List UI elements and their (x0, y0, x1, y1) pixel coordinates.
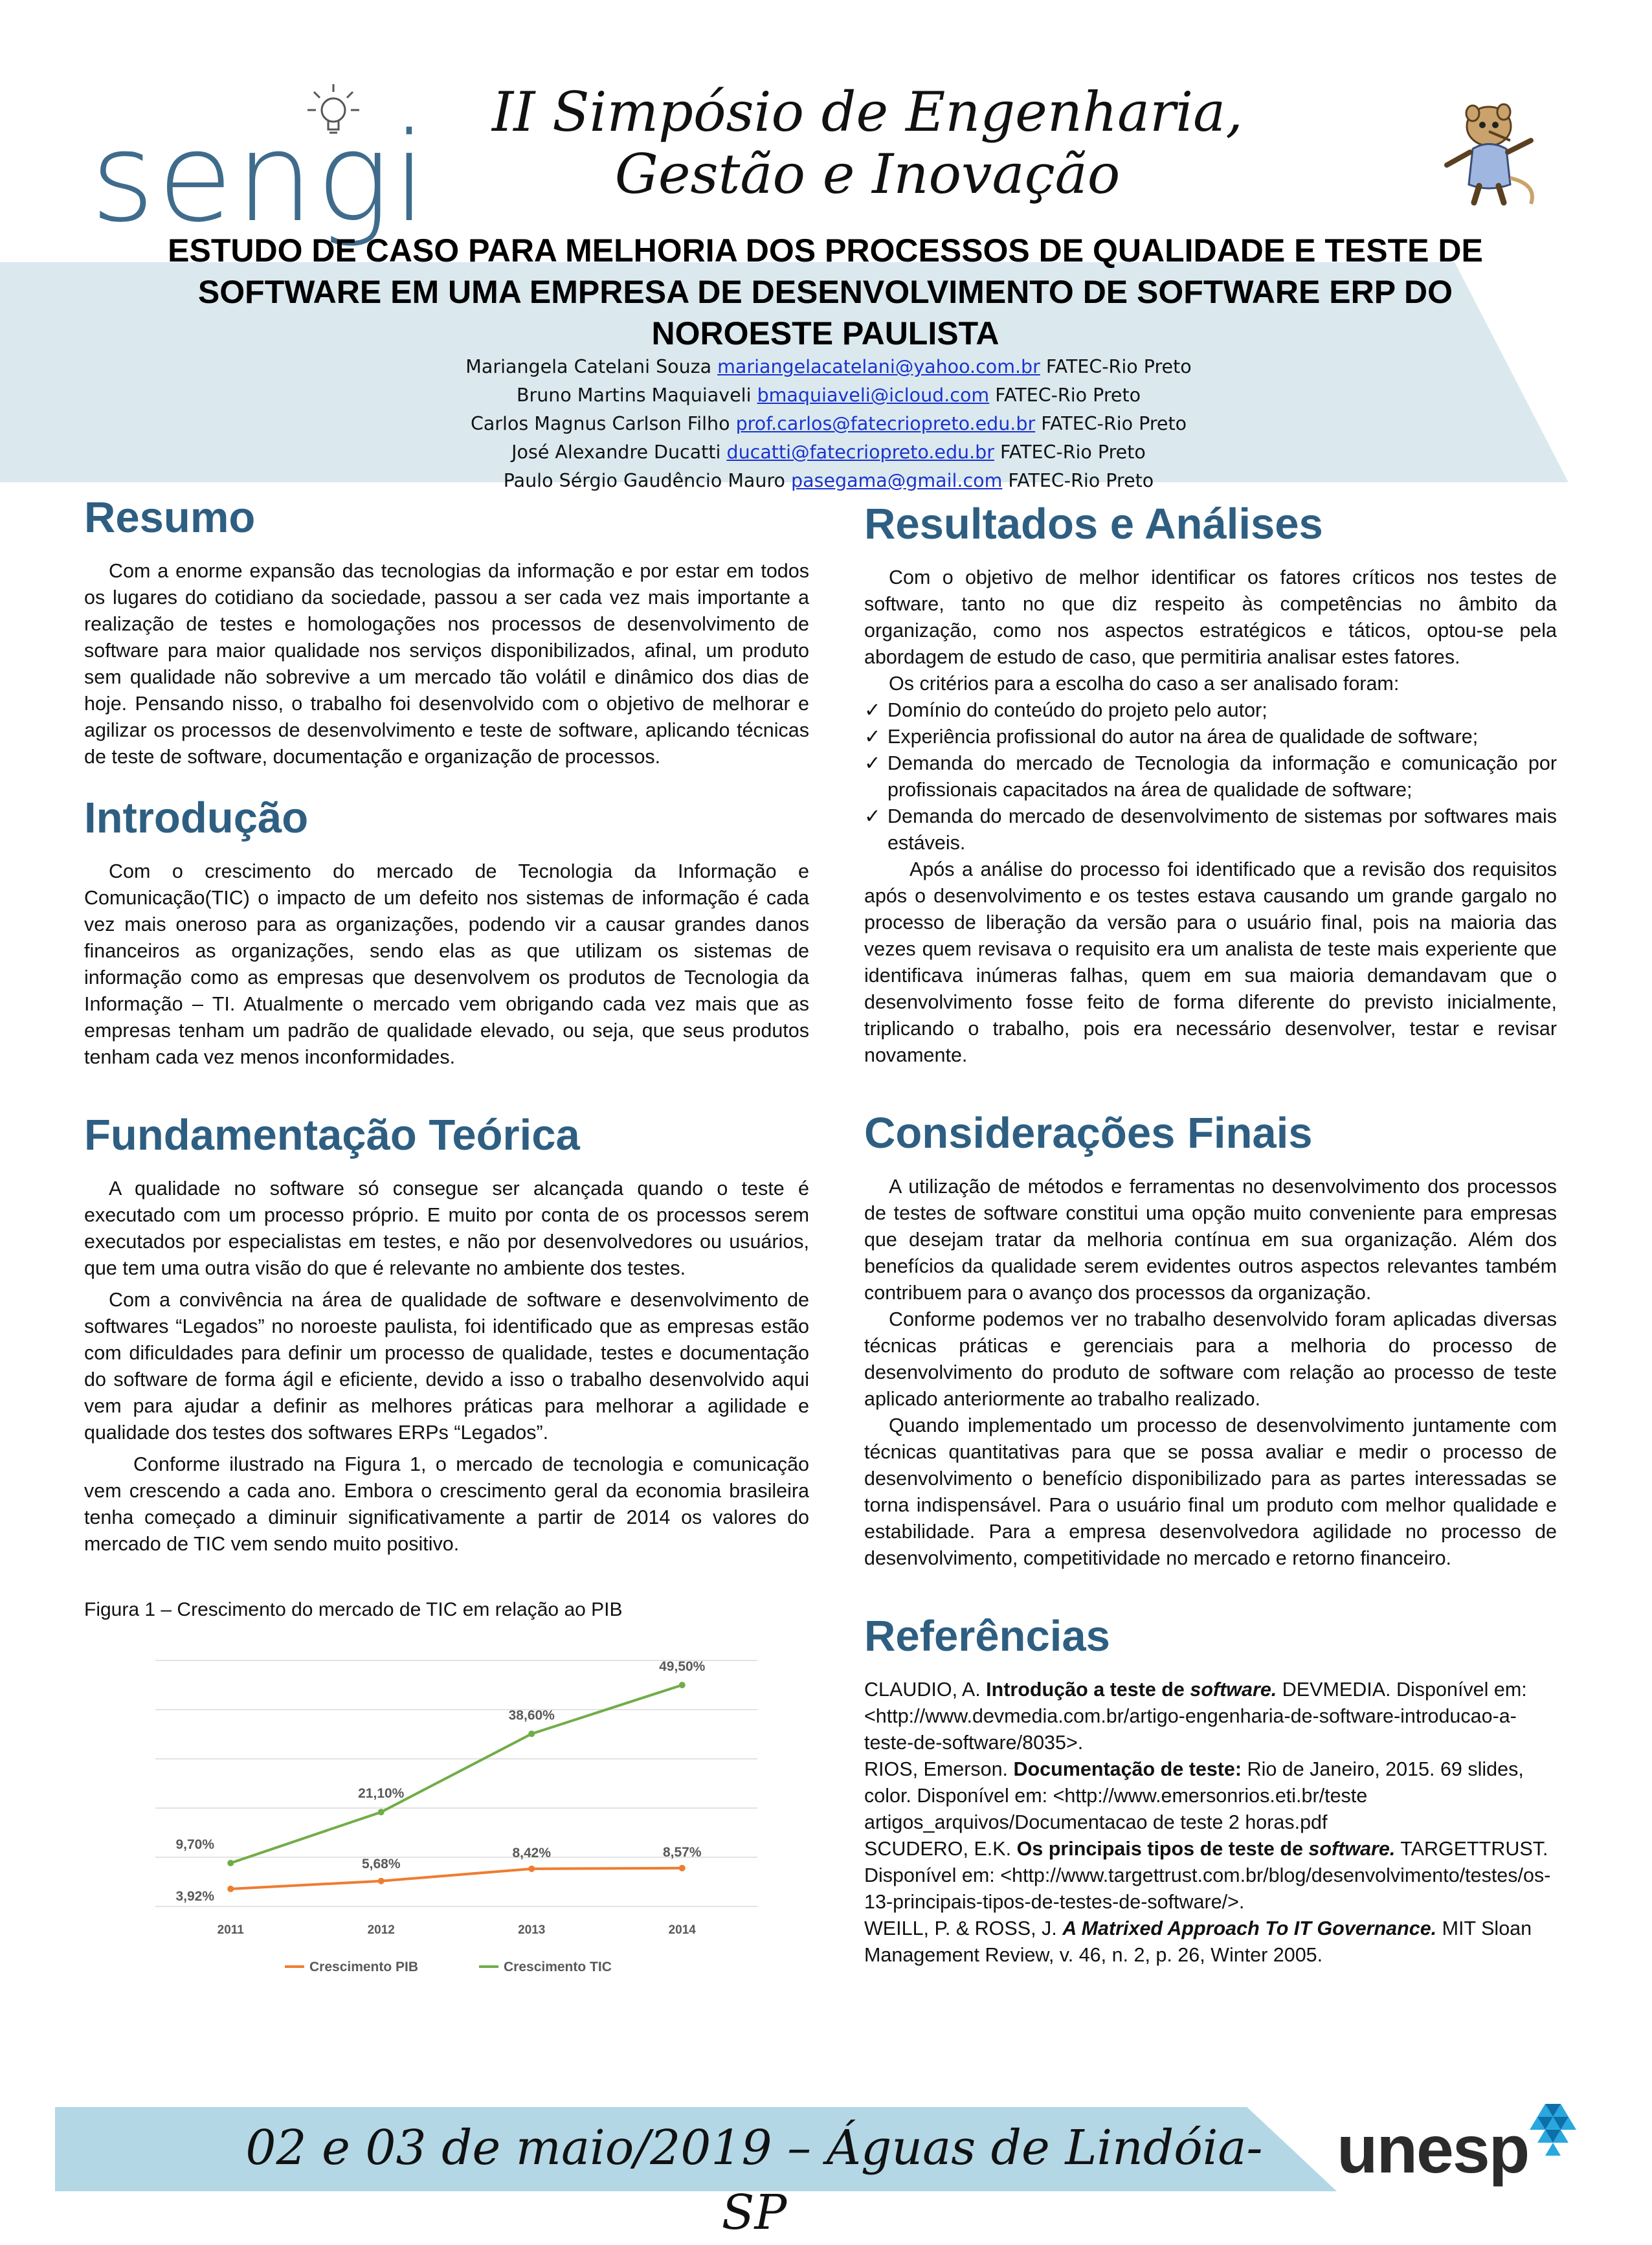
paper-title-line1: ESTUDO DE CASO PARA MELHORIA DOS PROCESSOS DE QUALIDADE E TESTE DE (168, 232, 1483, 269)
criteria-text: Experiência profissional do autor na área de qualidade de software; (887, 726, 1479, 748)
checkmark-icon: ✓ (864, 752, 881, 774)
consideracoes-paragraph-2: Conforme podemos ver no trabalho desenvolvido foram aplicadas diversas técnicas práticas e gerenciais para a melhoria do processo de desenvolvimento do produto de software com relação ao processo de teste aplicado anteriormente ao trabalho realizado. (864, 1308, 1557, 1410)
resultados-paragraph-2: Os critérios para a escolha do caso a ser analisado foram: (889, 673, 1400, 695)
referencias-heading: Referências (864, 1612, 1110, 1660)
reference-title: Introdução a teste de (986, 1679, 1190, 1701)
author-institution: FATEC-Rio Preto (1008, 470, 1154, 491)
paper-title-line3: NOROESTE PAULISTA (651, 315, 999, 352)
chart-series-line (230, 1868, 682, 1889)
author-institution: FATEC-Rio Preto (1045, 356, 1192, 377)
criteria-text: Domínio do conteúdo do projeto pelo autor; (887, 699, 1267, 721)
chart-data-point (227, 1886, 234, 1892)
chart-x-tick-label: 2014 (668, 1923, 696, 1937)
author-name: Mariangela Catelani Souza (465, 356, 712, 377)
introducao-text: Com o crescimento do mercado de Tecnologia da Informação e Comunicação(TIC) o impacto de um defeito nos sistemas de informação é cada vez mais oneroso para as organizações, podendo vir a causar grandes danos financeiros as organizações, sendo elas as que utilizam os sistemas de informação como as empresas que desenvolvem os produtos de Tecnologia da Informação – TI. Atualmente o mercado vem obrigando cada vez mais que as empresas tenham um padrão de qualidade elevado, ou seja, que seus produtos tenham cada vez menos inconformidades. (84, 860, 809, 1068)
author-list (214, 353, 1444, 495)
fundamentacao-paragraph-2: Com a convivência na área de qualidade de software e desenvolvimento de softwares “Legados” no noroeste paulista, foi identificado que as empresas estão com dificuldades para definir um processo de qualidade, testes e documentação do software de forma ágil e eficiente, devido a isso o trabalho desenvolvido aqui vem para ajudar a definir as melhores práticas para melhorar a agilidade e qualidade dos testes dos softwares ERPs “Legados”. (84, 1289, 809, 1444)
resumo-heading: Resumo (84, 493, 256, 542)
reference-item (864, 1836, 1557, 1916)
reference-author: RIOS, Emerson. (864, 1758, 1014, 1780)
paper-title-line2: SOFTWARE EM UMA EMPRESA DE DESENVOLVIMENTO DE SOFTWARE ERP DO (197, 274, 1453, 310)
checkmark-icon: ✓ (864, 699, 881, 721)
chart-x-tick-label: 2011 (217, 1923, 244, 1937)
author-row (214, 353, 1444, 381)
chart-data-point (679, 1865, 686, 1871)
criteria-text: Demanda do mercado de Tecnologia da informação e comunicação por profissionais capacitados na área de qualidade de software; (887, 752, 1557, 801)
reference-title: Os principais tipos de teste de (1016, 1838, 1309, 1860)
reference-item (864, 1916, 1557, 1969)
criteria-text: Demanda do mercado de desenvolvimento de sistemas por softwares mais estáveis. (887, 805, 1557, 854)
chart-data-point (378, 1809, 385, 1815)
resultados-heading: Resultados e Análises (864, 500, 1323, 548)
chart-data-point (378, 1878, 385, 1884)
criteria-item (864, 697, 1557, 724)
chart-data-label: 21,10% (358, 1786, 405, 1802)
author-name: Paulo Sérgio Gaudêncio Mauro (503, 470, 785, 491)
reference-details: TARGETTRUST. Disponível em: <http://www.targettrust.com.br/blog/desenvolvimento/testes/os-13-principais-tipos-de-testes-de-software/>. (864, 1838, 1551, 1913)
author-row (214, 381, 1444, 410)
resumo-text: Com a enorme expansão das tecnologias da informação e por estar em todos os lugares do cotidiano da sociedade, passou a ser cada vez mais importante a realização de testes e homologações nos processos de desenvolvimento de software para maior qualidade nos serviços disponibilizados, afinal, um produto sem qualidade não sobrevive a um mercado tão volátil e dinâmico dos dias de hoje. Pensando nisso, o trabalho foi desenvolvido com o objetivo de melhorar e agilizar os processos de desenvolvimento e teste de software, aplicando técnicas de teste de software, documentação e organização de processos. (84, 560, 809, 768)
author-email-link[interactable]: ducatti@fatecriopreto.edu.br (726, 441, 994, 463)
unesp-logo (1337, 2097, 1609, 2188)
author-email-link[interactable]: mariangelacatelani@yahoo.com.br (717, 356, 1040, 377)
symposium-title (453, 81, 1282, 205)
symposium-title-line2: Gestão e Inovação (614, 142, 1121, 206)
chart-data-point (528, 1866, 535, 1872)
reference-author: CLAUDIO, A. (864, 1679, 987, 1701)
author-name: Bruno Martins Maquiaveli (516, 385, 752, 406)
author-institution: FATEC-Rio Preto (1041, 413, 1187, 434)
author-row (214, 438, 1444, 467)
resultados-paragraph-3: Após a análise do processo foi identificado que a revisão dos requisitos após o desenvolvimento e os testes estava causando um grande gargalo no processo de liberação da versão para o usuário final, pois na maioria das vezes quem revisava o requisito era um analista de teste mais experiente que identificava inúmeras falhas, quem em sua maioria demandavam que o desenvolvimento fosse feito de forma diferente do previsto inicialmente, triplicando o trabalho, pois era necessário desenvolver, testar e revisar novamente. (864, 858, 1557, 1066)
sengi-logo-text: sengi (91, 106, 430, 249)
criteria-item (864, 803, 1557, 856)
chart-data-label: 9,70% (175, 1837, 215, 1852)
unesp-emblem-icon (1506, 2097, 1603, 2169)
chart-data-label: 3,92% (175, 1888, 215, 1904)
paper-title (71, 230, 1579, 354)
chart-data-label: 5,68% (361, 1856, 401, 1871)
chart-data-label: 8,57% (662, 1844, 702, 1860)
mascot-illustration (1427, 87, 1544, 207)
chart-series-line (230, 1685, 682, 1863)
author-email-link[interactable]: prof.carlos@fatecriopreto.edu.br (735, 413, 1036, 434)
reference-item (864, 1677, 1557, 1756)
lightbulb-icon (304, 78, 363, 149)
unesp-logo-text: unesp (1337, 2112, 1529, 2187)
reference-title-italic: software. (1190, 1679, 1277, 1701)
chart-canvas (84, 1635, 809, 1997)
reference-title: A Matrixed Approach To IT Governance. (1062, 1917, 1437, 1939)
reference-details: Rio de Janeiro, 2015. 69 slides, color. Disponível em: <http://www.emersonrios.eti.br/teste artigos_arquivos/Documentacao de teste 2 horas.pdf (864, 1758, 1524, 1833)
chart-data-point (227, 1860, 234, 1866)
chart-legend-label: Crescimento TIC (504, 1960, 612, 1974)
author-name: Carlos Magnus Carlson Filho (470, 413, 730, 434)
left-column (84, 492, 809, 1997)
resultados-paragraph-1: Com o objetivo de melhor identificar os fatores críticos nos testes de software, tanto no que diz respeito às competências no âmbito da organização, como nos aspectos estratégicos e táticos, optou-se pela abordagem de estudo de caso, que permitiria analisar estes fatores. (864, 566, 1557, 668)
chart-data-point (679, 1682, 686, 1688)
consideracoes-paragraph-1: A utilização de métodos e ferramentas no desenvolvimento dos processos de testes de software constitui uma opção muito conveniente para empresas que desejam tratar da melhoria contínua em sua organização. Além dos benefícios da qualidade serem evidentes outros aspectos relevantes também contribuem para o avanço dos processos da organização. (864, 1176, 1557, 1304)
event-date-location: 02 e 03 de maio/2019 – Águas de Lindóia-SP (245, 2120, 1263, 2240)
author-institution: FATEC-Rio Preto (1000, 441, 1146, 463)
consideracoes-paragraph-3: Quando implementado um processo de desenvolvimento juntamente com técnicas quantitativas para que se possa avaliar e medir o processo de desenvolvimento o benefício disponibilizado para as partes interessadas se torna indispensável. Para o usuário final um produto com melhor qualidade e estabilidade. Para a empresa desenvolvedora agilidade no processo de desenvolvimento, competitividade no mercado e retorno financeiro. (864, 1414, 1557, 1569)
consideracoes-heading: Considerações Finais (864, 1109, 1313, 1157)
checkmark-icon: ✓ (864, 726, 881, 748)
criteria-item (864, 724, 1557, 750)
criteria-list (864, 697, 1557, 856)
chart-x-tick-label: 2013 (518, 1923, 546, 1937)
reference-item (864, 1756, 1557, 1836)
chart-data-label: 49,50% (659, 1659, 706, 1674)
reference-details: MIT Sloan Management Review, v. 46, n. 2, p. 26, Winter 2005. (864, 1917, 1532, 1966)
criteria-item (864, 750, 1557, 803)
fundamentacao-paragraph-3: Conforme ilustrado na Figura 1, o mercado de tecnologia e comunicação vem crescendo a cada ano. Embora o crescimento geral da economia brasileira tenha começado a diminuir significativamente a partir de 2014 os valores do mercado de TIC vem sendo muito positivo. (84, 1453, 809, 1555)
author-row (214, 410, 1444, 438)
author-name: José Alexandre Ducatti (511, 441, 721, 463)
chart-data-label: 38,60% (508, 1708, 555, 1723)
symposium-title-line1: II Simpósio de Engenharia, (492, 80, 1243, 144)
introducao-heading: Introdução (84, 794, 309, 842)
chart-data-label: 8,42% (512, 1845, 552, 1860)
reference-title-italic: software. (1308, 1838, 1396, 1860)
chart-legend-label: Crescimento PIB (309, 1960, 419, 1974)
reference-author: SCUDERO, E.K. (864, 1838, 1017, 1860)
chart-x-tick-label: 2012 (367, 1923, 395, 1937)
author-email-link[interactable]: pasegama@gmail.com (791, 470, 1003, 491)
fundamentacao-paragraph-1: A qualidade no software só consegue ser alcançada quando o teste é executado com um processo próprio. E muito por conta de os processos serem executados por especialistas em testes, e não por desenvolvedores ou usuários, que tem uma outra visão do que é relevante no ambiente dos testes. (84, 1178, 809, 1279)
reference-title: Documentação de teste: (1013, 1758, 1242, 1780)
tic-growth-chart (84, 1635, 809, 1997)
figure-caption: Figura 1 – Crescimento do mercado de TIC em relação ao PIB (84, 1599, 623, 1620)
sengi-logo (91, 78, 430, 249)
right-column (864, 498, 1557, 1969)
fundamentacao-heading: Fundamentação Teórica (84, 1111, 580, 1159)
reference-author: WEILL, P. & ROSS, J. (864, 1917, 1063, 1939)
author-row (214, 467, 1444, 495)
chart-data-point (528, 1730, 535, 1737)
author-institution: FATEC-Rio Preto (995, 385, 1141, 406)
reference-list (864, 1677, 1557, 1969)
checkmark-icon: ✓ (864, 805, 881, 827)
reference-details: DEVMEDIA. Disponível em: <http://www.devmedia.com.br/artigo-engenharia-de-software-introducao-a-teste-de-software/8035>. (864, 1679, 1527, 1754)
author-email-link[interactable]: bmaquiaveli@icloud.com (757, 385, 990, 406)
